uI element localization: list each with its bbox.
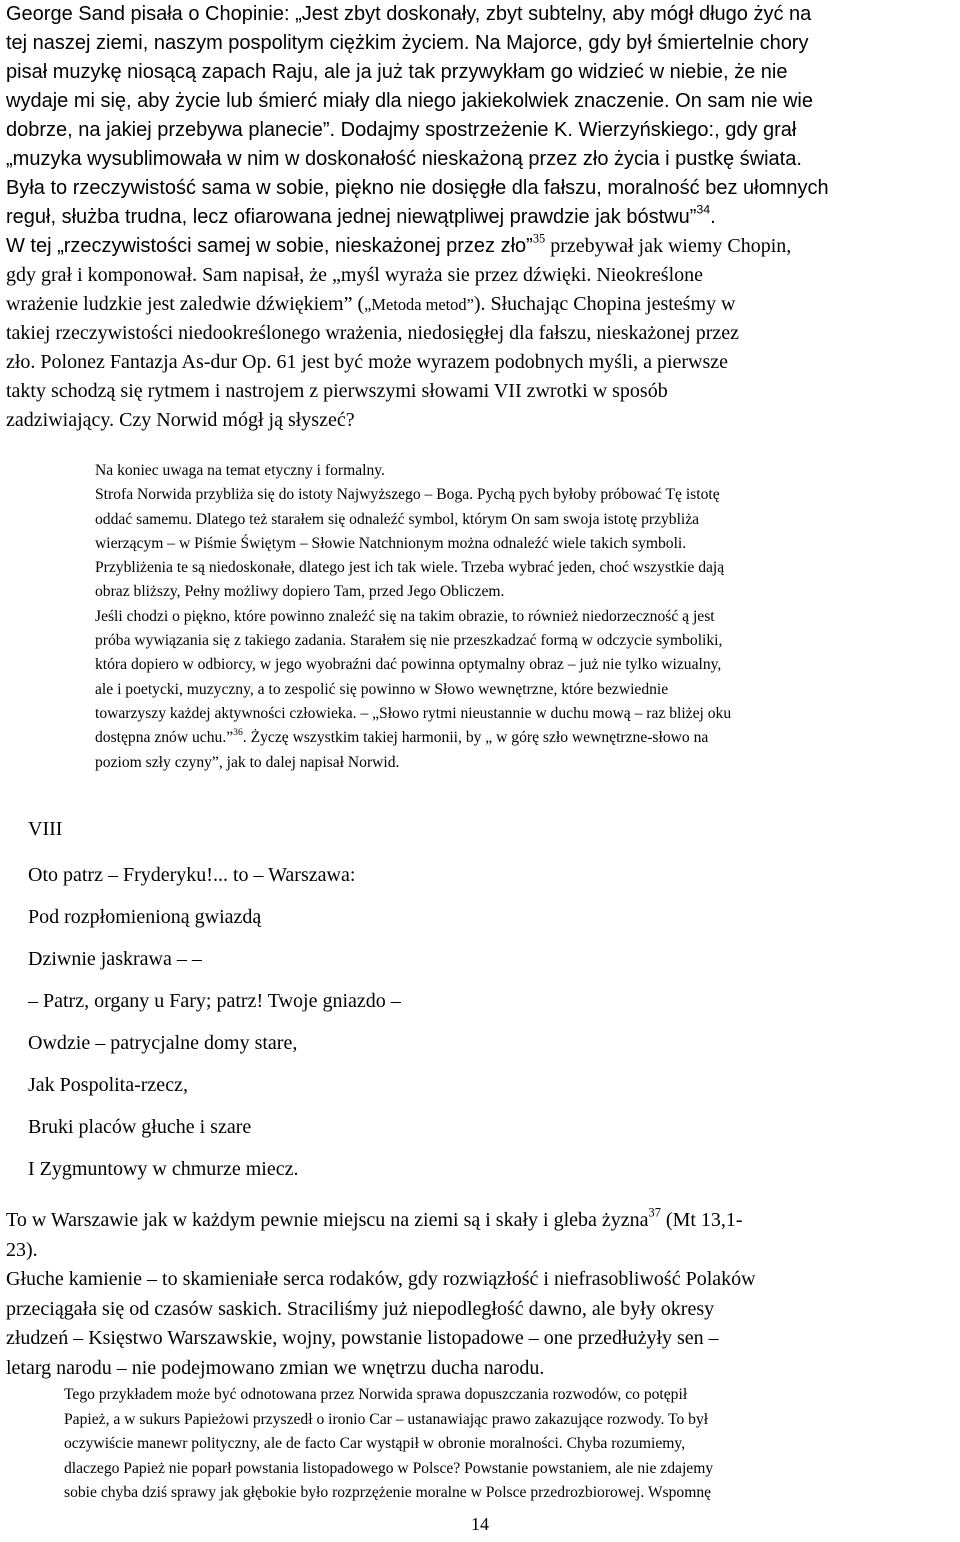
text-run: Na koniec uwaga na temat etyczny i formalny.: [95, 462, 385, 479]
text-run: George Sand pisała o Chopinie: „Jest zbyt doskonały, zbyt subtelny, aby mógł długo żyć na: [6, 3, 812, 25]
poem-line: Jak Pospolita-rzecz,: [28, 1074, 188, 1096]
text-run: wierzącym – w Piśmie Świętym – Słowie Natchnionym można odnaleźć wiele takich symboli.: [95, 534, 687, 552]
text-line: [6, 58, 956, 87]
footnote-ref: 35: [532, 232, 546, 246]
text-run: próba wywiązania się z takiego zadania. Starałem się nie przeszkadzać formą w odczycie symboliki,: [95, 632, 723, 650]
text-line: [6, 145, 956, 174]
footnote-ref: 37: [648, 1206, 661, 1220]
poem-line: Bruki placów głuche i szare: [28, 1116, 252, 1138]
text-line: [6, 1206, 956, 1236]
text-line: [6, 1236, 956, 1266]
text-run: pisał muzykę niosącą zapach Raju, ale ja już tak przywykłam go widzieć w niebie, że nie: [6, 61, 788, 83]
text-line: [6, 348, 956, 377]
text-run: Była to rzeczywistość sama w sobie, piękno nie dosięgłe dla fałszu, moralność bez ułomnych: [6, 177, 829, 199]
text-run: takty schodzą się rytmem i nastrojem z pierwszymi słowami VII zwrotki w sposób: [6, 380, 668, 402]
text-run: Papież, a w sukurs Papieżowi przyszedł o ironio Car – ustanawiając prawo zakazujące rozwody. To był: [64, 1410, 709, 1428]
text-line: [95, 653, 955, 677]
text-run: gdy grał i komponował. Sam napisał, że „myśl wyraża sie przez dźwięki. Nieokreślone: [6, 264, 704, 286]
text-run: 23).: [6, 1238, 38, 1261]
text-run: dlaczego Papież nie poparł powstania listopadowego w Polsce? Powstanie powstaniem, ale nie zdajemy: [64, 1459, 714, 1477]
poem-line: Owdzie – patrycjalne domy stare,: [28, 1032, 298, 1054]
text-run: przeciągała się od czasów saskich. Straciliśmy już niepodległość dawno, ale były okresy: [6, 1297, 715, 1320]
text-line: [6, 29, 956, 58]
text-line: [6, 319, 956, 348]
text-line: [6, 261, 956, 290]
ethical-formal-note: [95, 459, 955, 775]
text-run: wrażenie ludzkie jest zaledwie dźwiękiem” (: [6, 293, 365, 315]
text-line: [95, 556, 955, 580]
text-line: [95, 702, 955, 726]
text-run: letarg narodu – nie podejmowano zmian we wnętrzu ducha narodu.: [6, 1356, 545, 1379]
text-run: .: [710, 206, 716, 228]
text-line: [95, 678, 955, 702]
intro-paragraph: [6, 0, 956, 435]
text-run: poziom szły czyny”, jak to dalej napisał Norwid.: [95, 753, 400, 771]
text-line: [95, 629, 955, 653]
text-run: przebywał jak wiemy Chopin,: [545, 235, 792, 257]
text-line: [6, 1354, 956, 1384]
text-run: obraz bliższy, Pełny możliwy dopiero Tam, przed Jego Obliczem.: [95, 583, 505, 601]
text-run: Strofa Norwida przybliża się do istoty Najwyższego – Boga. Pychą pych byłoby próbować Tę istotę: [95, 486, 720, 504]
text-line: [95, 483, 955, 507]
text-run: złudzeń – Księstwo Warszawskie, wojny, powstanie listopadowe – one przedłużyły sen –: [6, 1327, 719, 1349]
text-run: ). Słuchając Chopina jesteśmy w: [473, 293, 736, 315]
stanza-number: VIII: [28, 818, 63, 840]
text-line: [6, 1324, 956, 1354]
text-line: [6, 0, 956, 29]
text-line: [95, 508, 955, 532]
poem-line: Oto patrz – Fryderyku!... to – Warszawa:: [28, 864, 356, 886]
page-number: 14: [471, 1514, 489, 1534]
text-line: [95, 580, 955, 604]
text-line: [6, 203, 956, 232]
warsaw-paragraph: [6, 1206, 956, 1383]
text-run: która dopiero w odbiorcy, w jego wyobraźni dać powinna optymalny obraz – już nie tylko wizualny,: [95, 656, 722, 674]
text-line: [6, 87, 956, 116]
text-run: oddać samemu. Dlatego też starałem się odnaleźć symbol, którym On sam swoja istotę przybliża: [95, 510, 700, 528]
footnote-ref: 36: [233, 727, 243, 739]
text-line: [6, 174, 956, 203]
text-line: [6, 1265, 956, 1295]
text-line: [6, 232, 956, 261]
poem-line: – Patrz, organy u Fary; patrz! Twoje gniazdo –: [28, 990, 401, 1012]
poem-line: I Zygmuntowy w chmurze miecz.: [28, 1158, 299, 1180]
text-run: dobrze, na jakiej przebywa planecie”. Dodajmy spostrzeżenie K. Wierzyńskiego:, gdy grał: [6, 119, 797, 141]
text-line: [6, 290, 956, 319]
text-run: ale i poetycki, muzyczny, a to zespolić się powinno w Słowo wewnętrzne, które bezwiednie: [95, 680, 669, 698]
text-run: Tego przykładem może być odnotowana przez Norwida sprawa dopuszczania rozwodów, co potępił: [64, 1386, 688, 1403]
text-run: tej naszej ziemi, naszym pospolitym ciężkim życiem. Na Majorce, gdy był śmiertelnie chory: [6, 32, 809, 54]
text-run: . Życzę wszystkim takiej harmonii, by „ w górę szło wewnętrzne-słowo na: [242, 729, 709, 747]
text-line: [6, 406, 956, 435]
text-run: dostępna znów uchu.”: [95, 729, 234, 747]
text-line: [64, 1408, 954, 1433]
poem-stanza: [28, 854, 728, 1190]
divorce-note: [64, 1383, 954, 1506]
text-line: [64, 1481, 954, 1506]
text-run: W tej „rzeczywistości samej w sobie, nieskażonej przez zło”: [6, 235, 533, 257]
text-run: „muzyka wysublimowała w nim w doskonałość nieskażoną przez zło życia i pustkę świata.: [6, 148, 802, 170]
text-line: [95, 726, 955, 750]
text-run: takiej rzeczywistości niedookreślonego wrażenia, niedosięgłej dla fałszu, nieskażonej przez: [6, 322, 740, 344]
text-run: zło. Polonez Fantazja As-dur Op. 61 jest być może wyrazem podobnych myśli, a pierwsze: [6, 351, 729, 373]
text-line: [95, 532, 955, 556]
footnote-ref: 34: [696, 203, 711, 217]
text-run: Jeśli chodzi o piękno, które powinno znaleźć się na takim obrazie, to również niedorzeczność ą jest: [95, 607, 715, 625]
text-run: (Mt 13,1-: [660, 1209, 743, 1231]
text-line: [6, 1295, 956, 1325]
text-run: Głuche kamienie – to skamieniałe serca rodaków, gdy rozwiązłość i niefrasobliwość Polaków: [6, 1268, 756, 1290]
text-run: sobie chyba dziś sprawy jak głębokie było rozprzężenie moralne w Polsce przedrozbiorowej. Wspomnę: [64, 1484, 712, 1501]
text-run: „Metoda metod”: [364, 295, 474, 314]
text-run: oczywiście manewr polityczny, ale de facto Car wystąpił w obronie moralności. Chyba rozumiemy,: [64, 1435, 686, 1452]
text-run: towarzyszy każdej aktywności człowieka. – „Słowo rytmi nieustannie w duchu mową – raz bliżej oku: [95, 704, 732, 722]
text-line: [64, 1432, 954, 1457]
text-run: Przybliżenia te są niedoskonałe, dlatego jest ich tak wiele. Trzeba wybrać jeden, choć wszystkie dają: [95, 559, 725, 577]
text-run: To w Warszawie jak w każdym pewnie miejscu na ziemi są i skały i gleba żyzna: [6, 1209, 649, 1231]
text-line: [95, 459, 955, 483]
text-run: reguł, służba trudna, lecz ofiarowana jednej niewątpliwej prawdzie jak bóstwu”: [6, 206, 697, 228]
text-run: wydaje mi się, aby życie lub śmierć miały dla niego jakiekolwiek znaczenie. On sam nie wie: [6, 90, 814, 112]
poem-line: Pod rozpłomienioną gwiazdą: [28, 906, 262, 928]
text-line: [95, 751, 955, 775]
text-line: [64, 1457, 954, 1482]
text-line: [64, 1383, 954, 1408]
text-line: [6, 116, 956, 145]
poem-line: Dziwnie jaskrawa – –: [28, 948, 202, 970]
text-run: zadziwiający. Czy Norwid mógł ją słyszeć?: [6, 409, 355, 431]
text-line: [6, 377, 956, 406]
text-line: [95, 605, 955, 629]
